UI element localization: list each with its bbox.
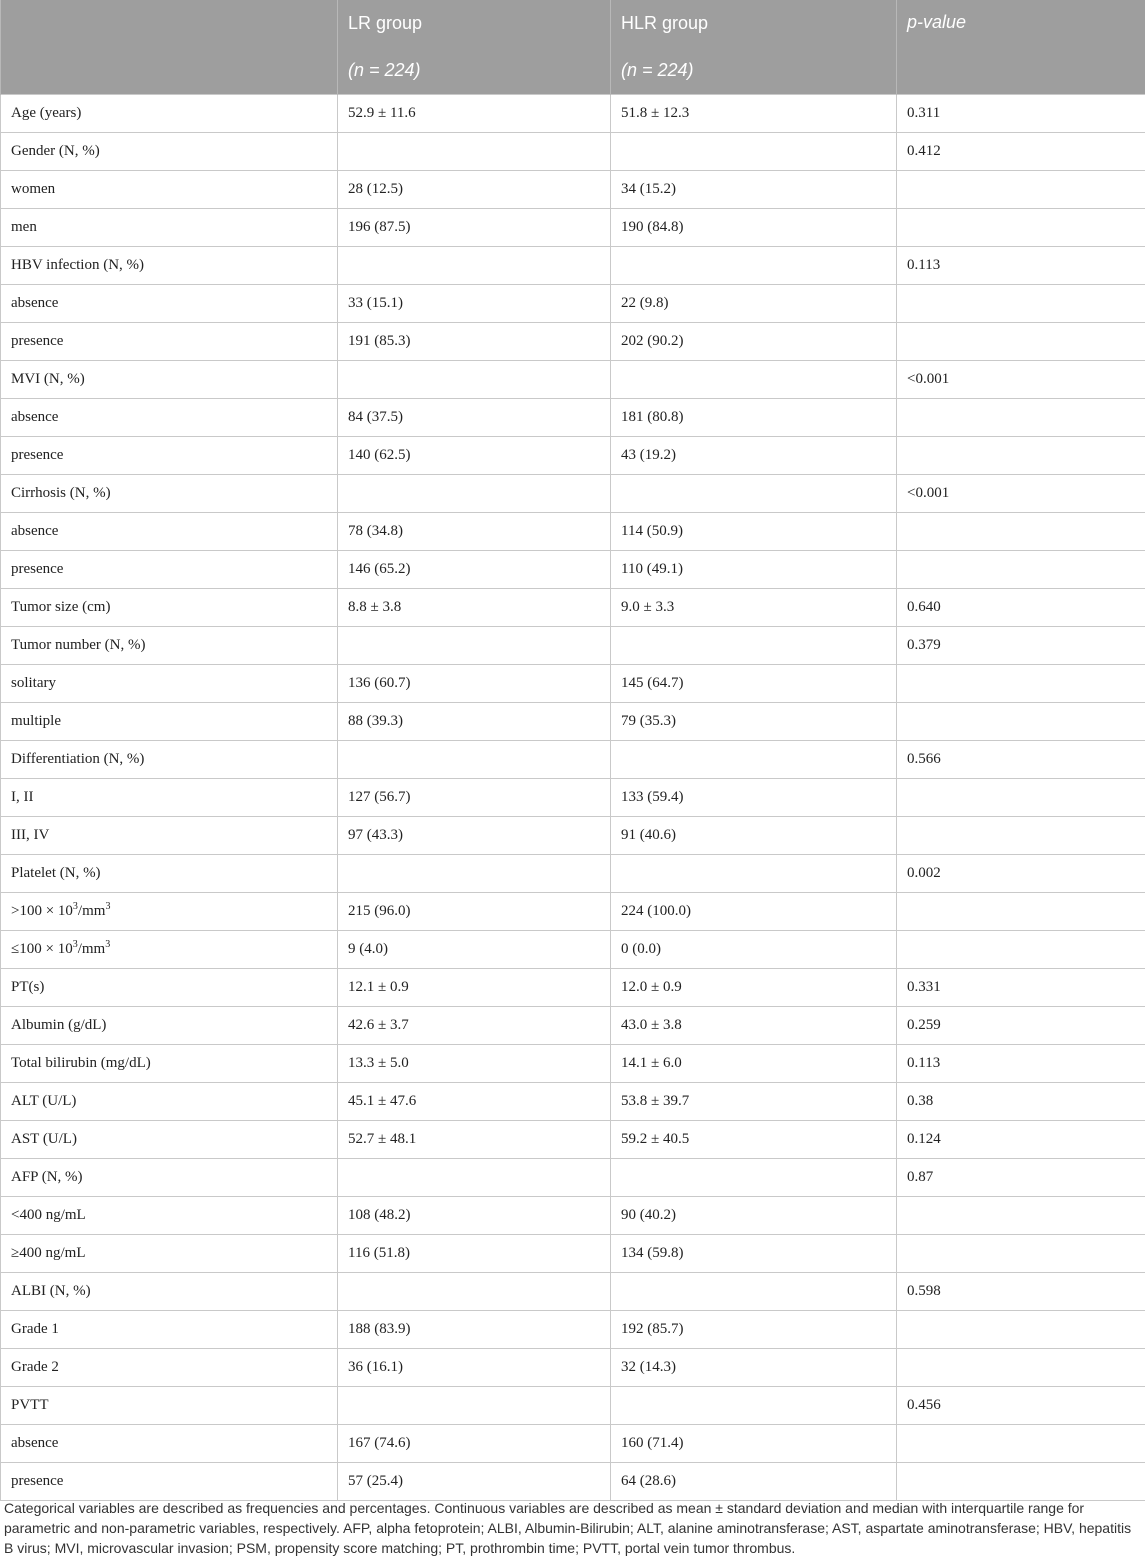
table-row xyxy=(1,1235,1145,1273)
cell-hlr xyxy=(611,1159,897,1197)
cell-lr: 52.7 ± 48.1 xyxy=(338,1121,611,1159)
header-stub xyxy=(1,0,338,95)
cell-hlr: 90 (40.2) xyxy=(611,1197,897,1235)
table-row xyxy=(1,779,1145,817)
cell-p-value xyxy=(897,513,1145,551)
cell-p-value xyxy=(897,665,1145,703)
table-row xyxy=(1,1273,1145,1311)
table-row xyxy=(1,969,1145,1007)
cell-lr: 13.3 ± 5.0 xyxy=(338,1045,611,1083)
row-label-sup: 3 xyxy=(105,901,111,912)
cell-hlr: 51.8 ± 12.3 xyxy=(611,95,897,133)
cell-lr: 108 (48.2) xyxy=(338,1197,611,1235)
cell-hlr: 134 (59.8) xyxy=(611,1235,897,1273)
table-row xyxy=(1,931,1145,969)
row-label: Tumor size (cm) xyxy=(1,589,338,627)
table-row xyxy=(1,513,1145,551)
cell-p-value xyxy=(897,437,1145,475)
cell-lr: 116 (51.8) xyxy=(338,1235,611,1273)
cell-p-value: 0.331 xyxy=(897,969,1145,1007)
cell-lr: 167 (74.6) xyxy=(338,1425,611,1463)
table-body xyxy=(1,95,1145,1501)
cell-hlr: 59.2 ± 40.5 xyxy=(611,1121,897,1159)
table-row xyxy=(1,551,1145,589)
cell-hlr: 64 (28.6) xyxy=(611,1463,897,1501)
row-label: <400 ng/mL xyxy=(1,1197,338,1235)
table-row xyxy=(1,95,1145,133)
header-p-value xyxy=(897,0,1145,95)
cell-lr: 52.9 ± 11.6 xyxy=(338,95,611,133)
table-row xyxy=(1,1387,1145,1425)
cell-lr: 188 (83.9) xyxy=(338,1311,611,1349)
table-row xyxy=(1,817,1145,855)
header-lr-group: LR group xyxy=(338,0,611,47)
table-row xyxy=(1,1083,1145,1121)
cell-hlr xyxy=(611,247,897,285)
cell-hlr: 53.8 ± 39.7 xyxy=(611,1083,897,1121)
row-label-sup: 3 xyxy=(72,901,78,912)
cell-p-value xyxy=(897,1197,1145,1235)
cell-hlr: 43 (19.2) xyxy=(611,437,897,475)
row-label: absence xyxy=(1,285,338,323)
table-row xyxy=(1,133,1145,171)
cell-hlr: 14.1 ± 6.0 xyxy=(611,1045,897,1083)
table-header xyxy=(1,0,1145,95)
cell-hlr: 114 (50.9) xyxy=(611,513,897,551)
table-row xyxy=(1,589,1145,627)
cell-lr: 127 (56.7) xyxy=(338,779,611,817)
cell-lr: 97 (43.3) xyxy=(338,817,611,855)
header-p-value-text: p-value xyxy=(907,12,967,32)
row-label: AFP (N, %) xyxy=(1,1159,338,1197)
cell-p-value: 0.87 xyxy=(897,1159,1145,1197)
table-row xyxy=(1,1463,1145,1501)
row-label: ≥400 ng/mL xyxy=(1,1235,338,1273)
cell-lr xyxy=(338,475,611,513)
cell-hlr: 145 (64.7) xyxy=(611,665,897,703)
row-label: absence xyxy=(1,399,338,437)
cell-p-value: 0.38 xyxy=(897,1083,1145,1121)
cell-hlr: 9.0 ± 3.3 xyxy=(611,589,897,627)
table-row xyxy=(1,437,1145,475)
cell-lr: 136 (60.7) xyxy=(338,665,611,703)
cell-p-value: 0.598 xyxy=(897,1273,1145,1311)
table-row xyxy=(1,1311,1145,1349)
row-label: I, II xyxy=(1,779,338,817)
table-row xyxy=(1,893,1145,931)
cell-hlr: 12.0 ± 0.9 xyxy=(611,969,897,1007)
cell-lr xyxy=(338,1387,611,1425)
cell-p-value: 0.259 xyxy=(897,1007,1145,1045)
table-row xyxy=(1,1007,1145,1045)
cell-hlr xyxy=(611,133,897,171)
cell-hlr: 192 (85.7) xyxy=(611,1311,897,1349)
cell-hlr: 160 (71.4) xyxy=(611,1425,897,1463)
row-label: Tumor number (N, %) xyxy=(1,627,338,665)
cell-hlr xyxy=(611,627,897,665)
cell-lr xyxy=(338,741,611,779)
cell-p-value: 0.379 xyxy=(897,627,1145,665)
cell-lr xyxy=(338,855,611,893)
cell-hlr: 22 (9.8) xyxy=(611,285,897,323)
cell-hlr xyxy=(611,855,897,893)
table-row xyxy=(1,1121,1145,1159)
cell-p-value: 0.311 xyxy=(897,95,1145,133)
cell-p-value xyxy=(897,931,1145,969)
cell-lr: 28 (12.5) xyxy=(338,171,611,209)
row-label: Gender (N, %) xyxy=(1,133,338,171)
row-label: Total bilirubin (mg/dL) xyxy=(1,1045,338,1083)
cell-lr xyxy=(338,133,611,171)
row-label: multiple xyxy=(1,703,338,741)
cell-p-value xyxy=(897,1425,1145,1463)
cell-hlr: 91 (40.6) xyxy=(611,817,897,855)
row-label-sup: 3 xyxy=(105,939,111,950)
table-row xyxy=(1,1425,1145,1463)
row-label: III, IV xyxy=(1,817,338,855)
row-label: Age (years) xyxy=(1,95,338,133)
cell-p-value: 0.456 xyxy=(897,1387,1145,1425)
cell-lr: 12.1 ± 0.9 xyxy=(338,969,611,1007)
cell-p-value: 0.113 xyxy=(897,247,1145,285)
header-hlr-group: HLR group xyxy=(611,0,897,47)
cell-lr: 9 (4.0) xyxy=(338,931,611,969)
row-label: women xyxy=(1,171,338,209)
row-label: Differentiation (N, %) xyxy=(1,741,338,779)
cell-lr: 57 (25.4) xyxy=(338,1463,611,1501)
row-label: PVTT xyxy=(1,1387,338,1425)
row-label: HBV infection (N, %) xyxy=(1,247,338,285)
cell-p-value xyxy=(897,285,1145,323)
row-label: men xyxy=(1,209,338,247)
cell-lr xyxy=(338,247,611,285)
cell-lr: 42.6 ± 3.7 xyxy=(338,1007,611,1045)
cell-lr: 45.1 ± 47.6 xyxy=(338,1083,611,1121)
cell-p-value xyxy=(897,1349,1145,1387)
cell-hlr: 32 (14.3) xyxy=(611,1349,897,1387)
cell-p-value xyxy=(897,209,1145,247)
row-label: ALBI (N, %) xyxy=(1,1273,338,1311)
row-label: ALT (U/L) xyxy=(1,1083,338,1121)
cell-p-value: 0.124 xyxy=(897,1121,1145,1159)
row-label: Grade 1 xyxy=(1,1311,338,1349)
row-label: absence xyxy=(1,1425,338,1463)
cell-lr: 196 (87.5) xyxy=(338,209,611,247)
table-row xyxy=(1,399,1145,437)
row-label: presence xyxy=(1,437,338,475)
cell-p-value xyxy=(897,1311,1145,1349)
cell-lr xyxy=(338,1159,611,1197)
cell-hlr: 79 (35.3) xyxy=(611,703,897,741)
cell-p-value: <0.001 xyxy=(897,361,1145,399)
table-footnote: Categorical variables are described as frequencies and percentages. Continuous variables are described as mean ± standard deviation and median with interquartile range for parametric and non-parametric variables, respectively. AFP, alpha fetoprotein; ALBI, Albumin-Bilirubin; ALT, alanine aminotransferase; AST, aspartate aminotransferase; HBV, hepatitis B virus; MVI, microvascular invasion; PSM, propensity score matching; PT, prothrombin time; PVTT, portal vein tumor thrombus. xyxy=(4,1500,1132,1556)
header-hlr-n xyxy=(611,47,897,95)
row-label-sup: 3 xyxy=(72,939,78,950)
cell-lr: 88 (39.3) xyxy=(338,703,611,741)
row-label xyxy=(1,931,338,969)
cell-p-value: 0.002 xyxy=(897,855,1145,893)
table-row xyxy=(1,323,1145,361)
row-label-unit: /mm xyxy=(77,941,106,957)
header-hlr-n-text: (n = 224) xyxy=(621,60,694,80)
row-label: Grade 2 xyxy=(1,1349,338,1387)
cell-hlr xyxy=(611,475,897,513)
row-label: MVI (N, %) xyxy=(1,361,338,399)
cell-lr: 84 (37.5) xyxy=(338,399,611,437)
cell-hlr: 43.0 ± 3.8 xyxy=(611,1007,897,1045)
row-label: Albumin (g/dL) xyxy=(1,1007,338,1045)
cell-lr: 146 (65.2) xyxy=(338,551,611,589)
cell-p-value: 0.113 xyxy=(897,1045,1145,1083)
table-row xyxy=(1,1197,1145,1235)
cell-lr: 191 (85.3) xyxy=(338,323,611,361)
cell-p-value: 0.412 xyxy=(897,133,1145,171)
cell-hlr: 34 (15.2) xyxy=(611,171,897,209)
cell-lr: 78 (34.8) xyxy=(338,513,611,551)
cell-p-value xyxy=(897,1463,1145,1501)
cell-p-value xyxy=(897,171,1145,209)
cell-p-value xyxy=(897,779,1145,817)
row-label: presence xyxy=(1,551,338,589)
cell-lr: 140 (62.5) xyxy=(338,437,611,475)
cell-hlr: 0 (0.0) xyxy=(611,931,897,969)
cell-p-value xyxy=(897,893,1145,931)
cell-p-value: 0.566 xyxy=(897,741,1145,779)
table-row xyxy=(1,475,1145,513)
cell-p-value xyxy=(897,1235,1145,1273)
cell-p-value: <0.001 xyxy=(897,475,1145,513)
table-row xyxy=(1,1159,1145,1197)
table-row xyxy=(1,209,1145,247)
row-label: Platelet (N, %) xyxy=(1,855,338,893)
table-row xyxy=(1,285,1145,323)
table-row xyxy=(1,627,1145,665)
row-label: PT(s) xyxy=(1,969,338,1007)
row-label xyxy=(1,893,338,931)
cell-hlr: 202 (90.2) xyxy=(611,323,897,361)
cell-hlr xyxy=(611,741,897,779)
table-row xyxy=(1,361,1145,399)
table-row xyxy=(1,855,1145,893)
cell-p-value xyxy=(897,817,1145,855)
row-label: presence xyxy=(1,1463,338,1501)
row-label-text: >100 × 10 xyxy=(11,903,73,919)
cell-p-value xyxy=(897,703,1145,741)
row-label: absence xyxy=(1,513,338,551)
row-label-unit: /mm xyxy=(77,903,106,919)
row-label-text: ≤100 × 10 xyxy=(11,941,73,957)
row-label: presence xyxy=(1,323,338,361)
cell-hlr: 181 (80.8) xyxy=(611,399,897,437)
cell-lr: 8.8 ± 3.8 xyxy=(338,589,611,627)
cell-lr xyxy=(338,361,611,399)
cell-hlr: 110 (49.1) xyxy=(611,551,897,589)
cell-p-value xyxy=(897,551,1145,589)
row-label: solitary xyxy=(1,665,338,703)
table-row xyxy=(1,1349,1145,1387)
row-label: AST (U/L) xyxy=(1,1121,338,1159)
cell-lr: 215 (96.0) xyxy=(338,893,611,931)
table-row xyxy=(1,703,1145,741)
cell-lr: 33 (15.1) xyxy=(338,285,611,323)
table-row xyxy=(1,741,1145,779)
cell-hlr xyxy=(611,1273,897,1311)
cell-p-value xyxy=(897,323,1145,361)
cell-hlr xyxy=(611,361,897,399)
table-row xyxy=(1,171,1145,209)
cell-lr: 36 (16.1) xyxy=(338,1349,611,1387)
cell-hlr: 190 (84.8) xyxy=(611,209,897,247)
header-lr-n xyxy=(338,47,611,95)
cell-p-value: 0.640 xyxy=(897,589,1145,627)
row-label: Cirrhosis (N, %) xyxy=(1,475,338,513)
table-row xyxy=(1,665,1145,703)
cell-hlr xyxy=(611,1387,897,1425)
cell-hlr: 133 (59.4) xyxy=(611,779,897,817)
cell-lr xyxy=(338,1273,611,1311)
table-row xyxy=(1,1045,1145,1083)
cell-hlr: 224 (100.0) xyxy=(611,893,897,931)
cell-lr xyxy=(338,627,611,665)
cell-p-value xyxy=(897,399,1145,437)
table-row xyxy=(1,247,1145,285)
header-lr-n-text: (n = 224) xyxy=(348,60,421,80)
